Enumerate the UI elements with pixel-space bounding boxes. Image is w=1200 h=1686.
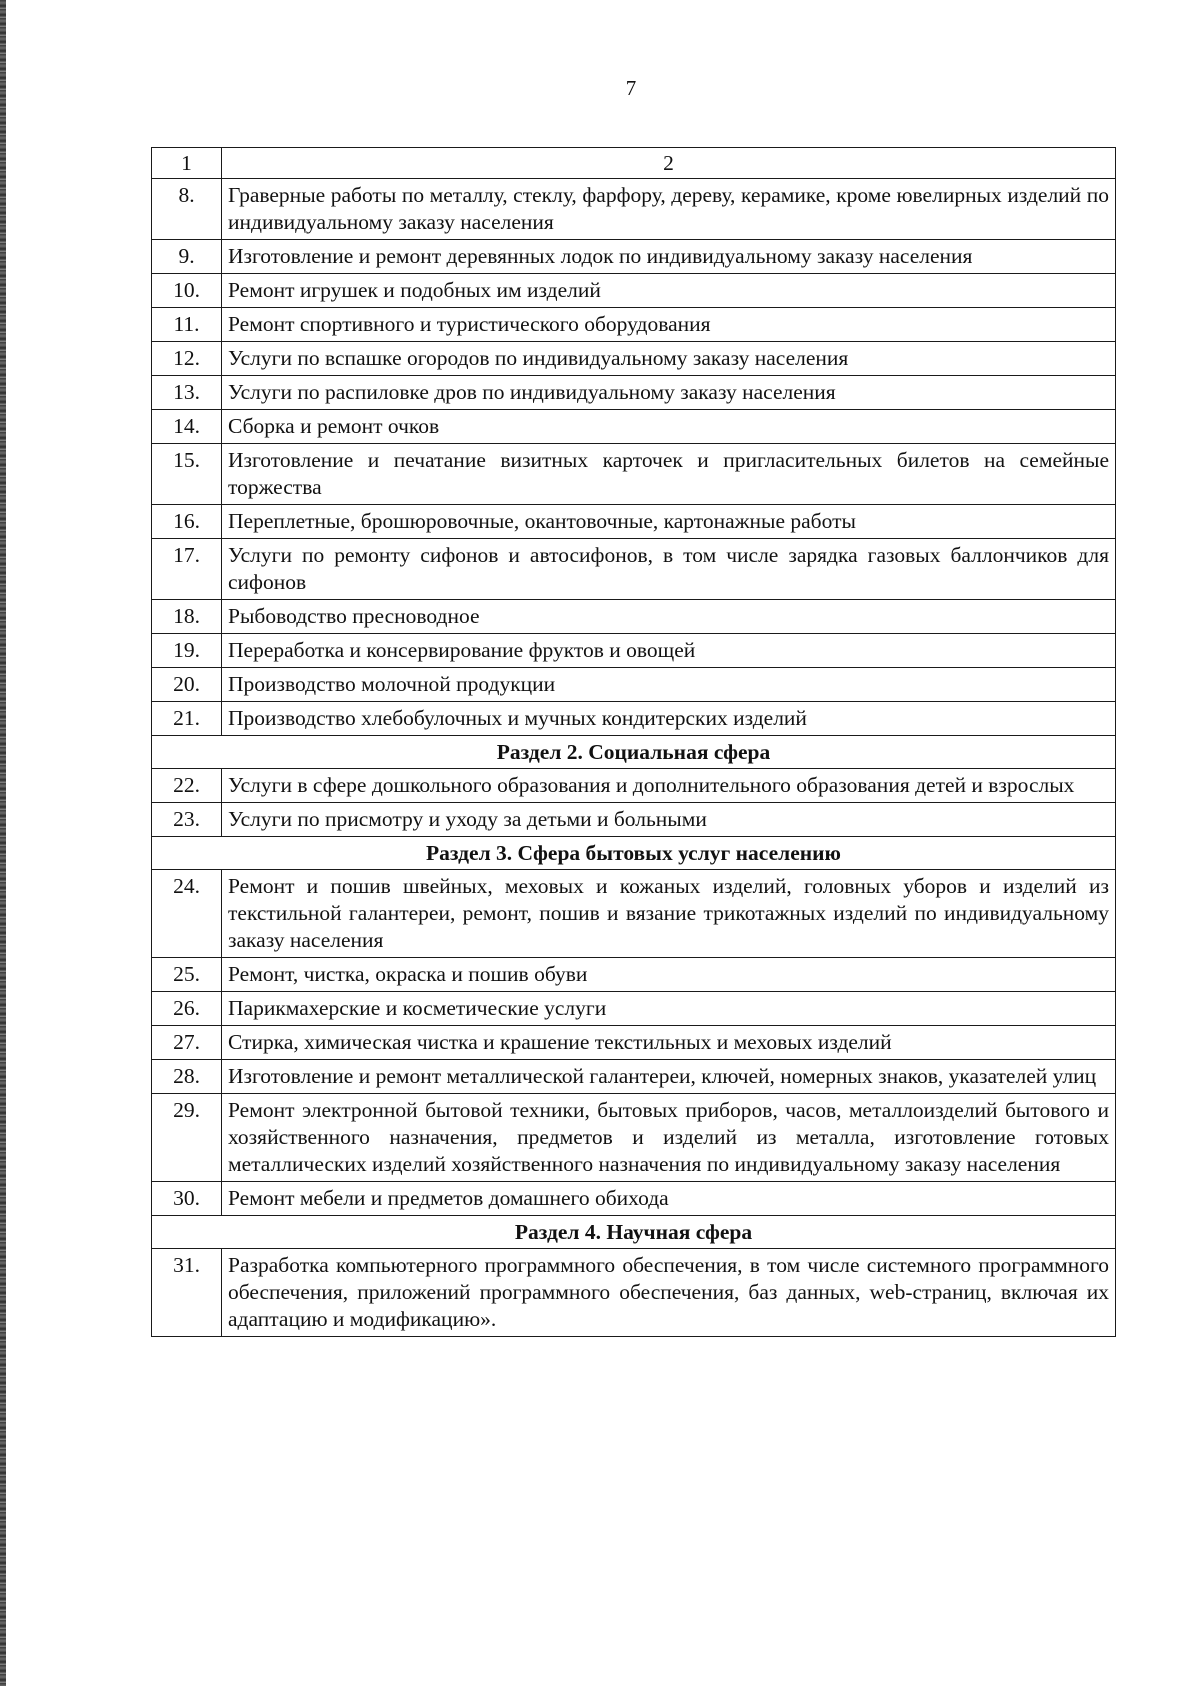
- page-number: 7: [625, 76, 637, 100]
- row-number: 22.: [152, 769, 222, 803]
- row-number: 14.: [152, 410, 222, 444]
- row-number: 16.: [152, 505, 222, 539]
- row-number: 29.: [152, 1094, 222, 1182]
- row-number: 19.: [152, 634, 222, 668]
- row-number: 24.: [152, 870, 222, 958]
- table-row: [152, 179, 1116, 240]
- section-heading-row: [152, 837, 1116, 870]
- row-text: Услуги по вспашке огородов по индивидуальному заказу населения: [222, 342, 1116, 376]
- row-number: 26.: [152, 992, 222, 1026]
- table-row: [152, 992, 1116, 1026]
- table-row: [152, 769, 1116, 803]
- row-text: Производство хлебобулочных и мучных кондитерских изделий: [222, 702, 1116, 736]
- table-row: [152, 505, 1116, 539]
- row-text: Услуги по присмотру и уходу за детьми и больными: [222, 803, 1116, 837]
- row-number: 17.: [152, 539, 222, 600]
- section-heading: Раздел 3. Сфера бытовых услуг населению: [152, 837, 1116, 870]
- table-body: [152, 179, 1116, 1337]
- row-number: 20.: [152, 668, 222, 702]
- table-row: [152, 444, 1116, 505]
- row-number: 28.: [152, 1060, 222, 1094]
- row-number: 27.: [152, 1026, 222, 1060]
- row-number: 23.: [152, 803, 222, 837]
- section-heading: Раздел 2. Социальная сфера: [152, 736, 1116, 769]
- table-row: [152, 342, 1116, 376]
- services-table: [151, 147, 1116, 1337]
- row-text: Переработка и консервирование фруктов и овощей: [222, 634, 1116, 668]
- header-col-1: 1: [152, 148, 222, 179]
- table-row: [152, 1026, 1116, 1060]
- table-row: [152, 1094, 1116, 1182]
- table-row: [152, 634, 1116, 668]
- row-text: Переплетные, брошюровочные, окантовочные, картонажные работы: [222, 505, 1116, 539]
- row-number: 8.: [152, 179, 222, 240]
- row-number: 13.: [152, 376, 222, 410]
- table-row: [152, 702, 1116, 736]
- row-text: Рыбоводство пресноводное: [222, 600, 1116, 634]
- row-text: Производство молочной продукции: [222, 668, 1116, 702]
- row-number: 31.: [152, 1249, 222, 1337]
- table-row: [152, 958, 1116, 992]
- table-row: [152, 539, 1116, 600]
- row-text: Ремонт и пошив швейных, меховых и кожаных изделий, головных уборов и изделий из текстильной галантереи, ремонт, пошив и вязание трикотажных изделий по индивидуальному заказу населения: [222, 870, 1116, 958]
- row-text: Ремонт, чистка, окраска и пошив обуви: [222, 958, 1116, 992]
- row-number: 18.: [152, 600, 222, 634]
- section-heading: Раздел 4. Научная сфера: [152, 1216, 1116, 1249]
- table-row: [152, 1249, 1116, 1337]
- row-text: Ремонт спортивного и туристического оборудования: [222, 308, 1116, 342]
- row-number: 11.: [152, 308, 222, 342]
- row-number: 25.: [152, 958, 222, 992]
- row-text: Услуги в сфере дошкольного образования и дополнительного образования детей и взрослых: [222, 769, 1116, 803]
- row-number: 21.: [152, 702, 222, 736]
- table-header-row: [152, 148, 1116, 179]
- row-text: Разработка компьютерного программного обеспечения, в том числе системного программного обеспечения, приложений программного обеспечения, баз данных, web-страниц, включая их адаптацию и модификацию».: [222, 1249, 1116, 1337]
- section-heading-row: [152, 736, 1116, 769]
- table-row: [152, 1060, 1116, 1094]
- row-number: 10.: [152, 274, 222, 308]
- row-text: Ремонт мебели и предметов домашнего обихода: [222, 1182, 1116, 1216]
- row-text: Парикмахерские и косметические услуги: [222, 992, 1116, 1026]
- table-row: [152, 274, 1116, 308]
- row-text: Граверные работы по металлу, стеклу, фарфору, дереву, керамике, кроме ювелирных изделий по индивидуальному заказу населения: [222, 179, 1116, 240]
- table-row: [152, 1182, 1116, 1216]
- row-number: 15.: [152, 444, 222, 505]
- row-number: 9.: [152, 240, 222, 274]
- section-heading-row: [152, 1216, 1116, 1249]
- table-row: [152, 870, 1116, 958]
- row-text: Ремонт игрушек и подобных им изделий: [222, 274, 1116, 308]
- row-text: Услуги по ремонту сифонов и автосифонов, в том числе зарядка газовых баллончиков для сифонов: [222, 539, 1116, 600]
- row-text: Изготовление и ремонт деревянных лодок по индивидуальному заказу населения: [222, 240, 1116, 274]
- row-text: Стирка, химическая чистка и крашение текстильных и меховых изделий: [222, 1026, 1116, 1060]
- table-row: [152, 600, 1116, 634]
- row-number: 30.: [152, 1182, 222, 1216]
- table-row: [152, 803, 1116, 837]
- header-col-2: 2: [222, 148, 1116, 179]
- row-text: Ремонт электронной бытовой техники, бытовых приборов, часов, металлоизделий бытового и хозяйственного назначения, предметов и изделий из металла, изготовление готовых металлических изделий хозяйственного назначения по индивидуальному заказу населения: [222, 1094, 1116, 1182]
- table-row: [152, 410, 1116, 444]
- table-row: [152, 308, 1116, 342]
- table-row: [152, 376, 1116, 410]
- row-text: Изготовление и ремонт металлической галантереи, ключей, номерных знаков, указателей улиц: [222, 1060, 1116, 1094]
- scan-edge: [0, 0, 6, 1686]
- row-text: Услуги по распиловке дров по индивидуальному заказу населения: [222, 376, 1116, 410]
- row-number: 12.: [152, 342, 222, 376]
- table-row: [152, 668, 1116, 702]
- row-text: Сборка и ремонт очков: [222, 410, 1116, 444]
- row-text: Изготовление и печатание визитных карточек и пригласительных билетов на семейные торжества: [222, 444, 1116, 505]
- table-row: [152, 240, 1116, 274]
